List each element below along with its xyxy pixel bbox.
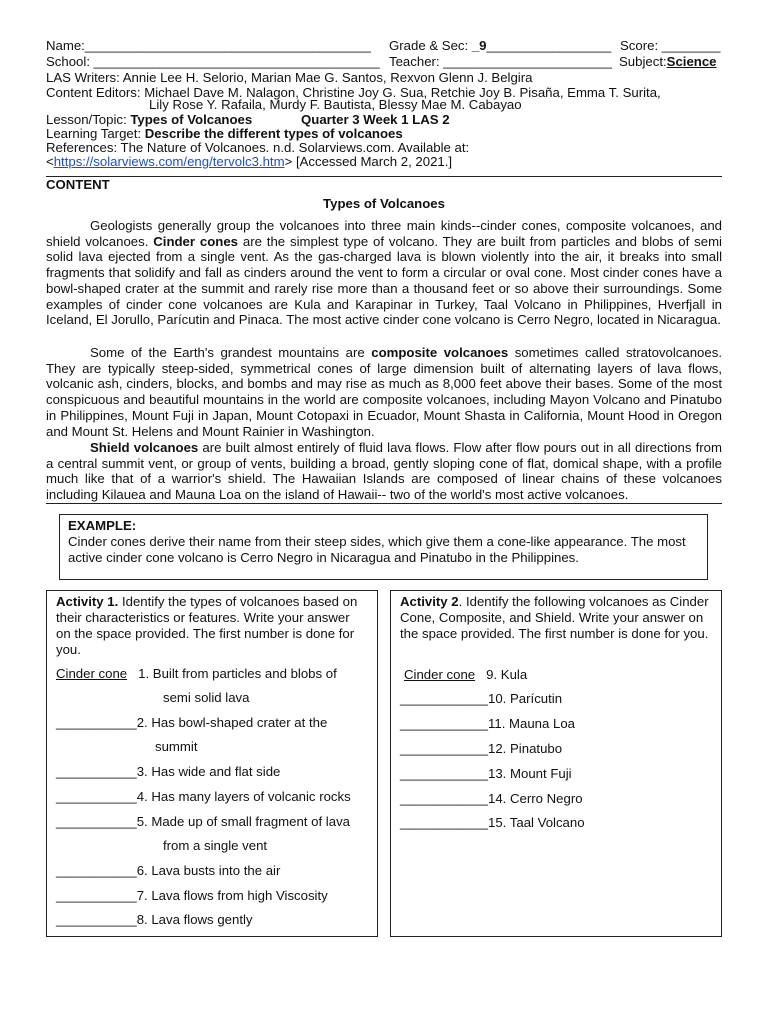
activity1-item-4 <box>56 789 351 805</box>
activity1-box <box>46 590 378 937</box>
activity2-item-11 <box>400 716 575 732</box>
activity2-blank-12[interactable]: ____________ <box>400 741 489 756</box>
activity2-question-11: 11. Mauna Loa <box>488 716 576 731</box>
activity1-blank-4[interactable]: ___________ <box>56 789 137 804</box>
activity1-blank-7[interactable]: ___________ <box>56 888 137 903</box>
editors-line-1: Content Editors: Michael Dave M. Nalagon, Christine Joy G. Sua, Retchie Joy B. Pisaña, Emma T. Surita, <box>46 85 661 100</box>
activity1-question-7: 7. Lava flows from high Viscosity <box>136 888 328 903</box>
lesson-row <box>46 112 252 127</box>
activity1-question-5: 5. Made up of small fragment of lava <box>136 814 350 829</box>
grade-blank[interactable]: _________________ <box>486 38 612 53</box>
activity2-item-15 <box>400 815 585 831</box>
activity1-blank-6[interactable]: ___________ <box>56 863 137 878</box>
example-text: Cinder cones derive their name from their steep sides, which give them a cone-like appearance. The most active cinder cone volcano is Cerro Negro in Nicaragua and Pinatubo in the Philippines. <box>68 534 686 565</box>
quarter-label: Quarter 3 Week 1 LAS 2 <box>301 112 450 127</box>
activity2-answer-9[interactable]: Cinder cone <box>404 667 476 682</box>
editors-line-2: Lily Rose Y. Rafaila, Murdy F. Bautista, Blessy Mae M. Cabayao <box>149 97 522 112</box>
reference-link-row <box>46 154 452 169</box>
school-blank[interactable]: _______________________________________ <box>93 54 380 69</box>
activity2-box <box>390 590 722 937</box>
activity1-question-8: 8. Lava flows gently <box>136 912 253 927</box>
activity2-blank-11[interactable]: ____________ <box>400 716 489 731</box>
p1-text-b: are the simplest type of volcano. They are built from particles and blobs of semi solid lava ejected from a single vent. As the gas-charged lava is blown violently into the air, it breaks into small fragments that solidify and fall as cinders around the vent to form a circular or oval cone. Most cinder cones have a bowl-shaped crater at the summit and rarely rise more than a thousand feet or so above their surroundings. Some examples of cinder cone volcanoes are Kula and Karapinar in Turkey, Taal Volcano in Philippines, Hverfjall in Iceland, El Jorullo, Parícutin and Pinaca. The most active cinder cone volcano is Cerro Negro, located in Nicaragua. <box>46 233 722 328</box>
example-label: EXAMPLE: <box>68 518 137 533</box>
activity2-question-9: 9. Kula <box>486 667 528 682</box>
p2-bold: composite volcanoes <box>371 345 509 360</box>
school-row <box>46 54 380 69</box>
activity1-item-2-cont: summit <box>155 739 198 754</box>
activity1-item-5 <box>56 814 350 830</box>
score-row <box>620 38 720 53</box>
activity2-title: Activity 2 <box>400 594 459 609</box>
activity2-blank-10[interactable]: ____________ <box>400 691 489 706</box>
content-divider <box>46 503 722 504</box>
activity1-question-3: 3. Has wide and flat side <box>136 764 281 779</box>
activity1-item-8 <box>56 912 253 928</box>
grade-value: _9 <box>471 38 487 53</box>
activity2-question-13: 13. Mount Fuji <box>488 766 572 781</box>
activity1-question-1: 1. Built from particles and blobs of <box>138 666 337 681</box>
activity2-blank-15[interactable]: ____________ <box>400 815 489 830</box>
grade-row <box>389 38 611 53</box>
activity2-text: . Identify the following volcanoes as Cinder Cone, Composite, and Shield. Write your answer on the space provided. The first number is done for you. <box>400 594 709 641</box>
activity1-blank-8[interactable]: ___________ <box>56 912 137 927</box>
score-blank[interactable]: ________ <box>661 38 721 53</box>
activity1-blank-2[interactable]: ___________ <box>56 715 137 730</box>
p1-bold: Cinder cones <box>153 233 238 249</box>
teacher-blank[interactable]: _______________________ <box>443 54 612 69</box>
grade-label: Grade & Sec: <box>389 38 469 53</box>
reference-link[interactable]: https://solarviews.com/eng/tervolc3.htm <box>53 154 285 169</box>
ref-open: < <box>46 154 54 169</box>
target-label: Learning Target: <box>46 126 142 141</box>
lesson-label: Lesson/Topic: <box>46 112 127 127</box>
subject-row <box>619 54 717 69</box>
activity2-blank-14[interactable]: ____________ <box>400 791 489 806</box>
content-heading: CONTENT <box>46 177 110 192</box>
activity1-question-4: 4. Has many layers of volcanic rocks <box>136 789 351 804</box>
target-row <box>46 126 403 141</box>
activity1-item-1 <box>56 666 337 682</box>
content-title: Types of Volcanoes <box>323 196 445 211</box>
activity2-instructions <box>400 594 712 642</box>
paragraph-shield <box>46 440 722 503</box>
activity1-question-2: 2. Has bowl-shaped crater at the <box>136 715 328 730</box>
activity1-title: Activity 1. <box>56 594 119 609</box>
writers: LAS Writers: Annie Lee H. Selorio, Marian Mae G. Santos, Rexvon Glenn J. Belgira <box>46 70 533 85</box>
p2-text-a: Some of the Earth's grandest mountains are <box>90 345 372 360</box>
teacher-row <box>389 54 612 69</box>
activity1-question-6: 6. Lava busts into the air <box>136 863 281 878</box>
activity2-question-15: 15. Taal Volcano <box>488 815 585 830</box>
lesson-value: Types of Volcanoes <box>130 112 253 127</box>
references: References: The Nature of Volcanoes. n.d. Solarviews.com. Available at: <box>46 140 470 155</box>
p3-bold: Shield volcanoes <box>90 440 199 455</box>
activity1-text: Identify the types of volcanoes based on their characteristics or features. Write your answer on the space provided. The first number is done for you. <box>56 594 358 657</box>
activity2-item-12 <box>400 741 562 757</box>
activity1-item-2 <box>56 715 327 731</box>
example-box <box>59 514 708 580</box>
activity1-item-5-cont: from a single vent <box>163 838 268 853</box>
paragraph-composite <box>46 345 722 439</box>
score-label: Score: <box>620 38 659 53</box>
activity2-blank-13[interactable]: ____________ <box>400 766 489 781</box>
name-label: Name: <box>46 38 85 53</box>
teacher-label: Teacher: <box>389 54 440 69</box>
header-divider <box>46 176 722 177</box>
p1-text-a: Geologists generally group the volcanoes into three main kinds--cinder cones, composite volcanoes, and shield volcanoes. <box>46 218 722 249</box>
activity2-question-14: 14. Cerro Negro <box>488 791 583 806</box>
activity1-blank-3[interactable]: ___________ <box>56 764 137 779</box>
activity1-instructions <box>56 594 361 658</box>
activity2-question-12: 12. Pinatubo <box>488 741 563 756</box>
p3-text-b: are built almost entirely of fluid lava flows. Flow after flow pours out in all directions from a central summit vent, or group of vents, building a broad, gently sloping cone of flat, domical shape, with a profile much like that of a warrior's shield. The Hawaiian Islands are composed of linear chains of these volcanoes including Kilauea and Mauna Loa on the island of Hawaii-- two of the world's most active volcanoes. <box>46 440 722 503</box>
activity1-blank-5[interactable]: ___________ <box>56 814 137 829</box>
p2-text-b: sometimes called stratovolcanoes. They are typically steep-sided, symmetrical cones of large dimension built of alternating layers of lava flows, volcanic ash, cinders, blocks, and bombs and may rise as much as 8,000 feet above their bases. Some of the most conspicuous and beautiful mountains in the world are composite volcanoes, including Mayon Volcano and Pinatubo in Philippines, Mount Fuji in Japan, Mount Cotopaxi in Ecuador, Mount Shasta in California, Mount Hood in Oregon and Mount St. Helens and Mount Rainier in Washington. <box>46 345 722 439</box>
activity2-item-9 <box>404 667 527 683</box>
target-value: Describe the different types of volcanoes <box>144 126 403 141</box>
subject-label: Subject: <box>619 54 667 69</box>
activity1-item-3 <box>56 764 280 780</box>
activity1-item-6 <box>56 863 280 879</box>
school-label: School: <box>46 54 90 69</box>
subject-value: Science <box>666 54 717 69</box>
name-blank[interactable]: _______________________________________ <box>84 38 371 53</box>
activity2-item-10 <box>400 691 562 707</box>
activity1-item-7 <box>56 888 328 904</box>
paragraph-cinder-cones <box>46 218 722 328</box>
activity1-item-1-cont: semi solid lava <box>163 690 250 705</box>
ref-close: > [Accessed March 2, 2021.] <box>284 154 453 169</box>
activity2-item-14 <box>400 791 583 807</box>
name-row <box>46 38 371 53</box>
activity2-item-13 <box>400 766 572 782</box>
activity1-answer-1[interactable]: Cinder cone <box>56 666 128 681</box>
activity2-question-10: 10. Parícutin <box>488 691 563 706</box>
